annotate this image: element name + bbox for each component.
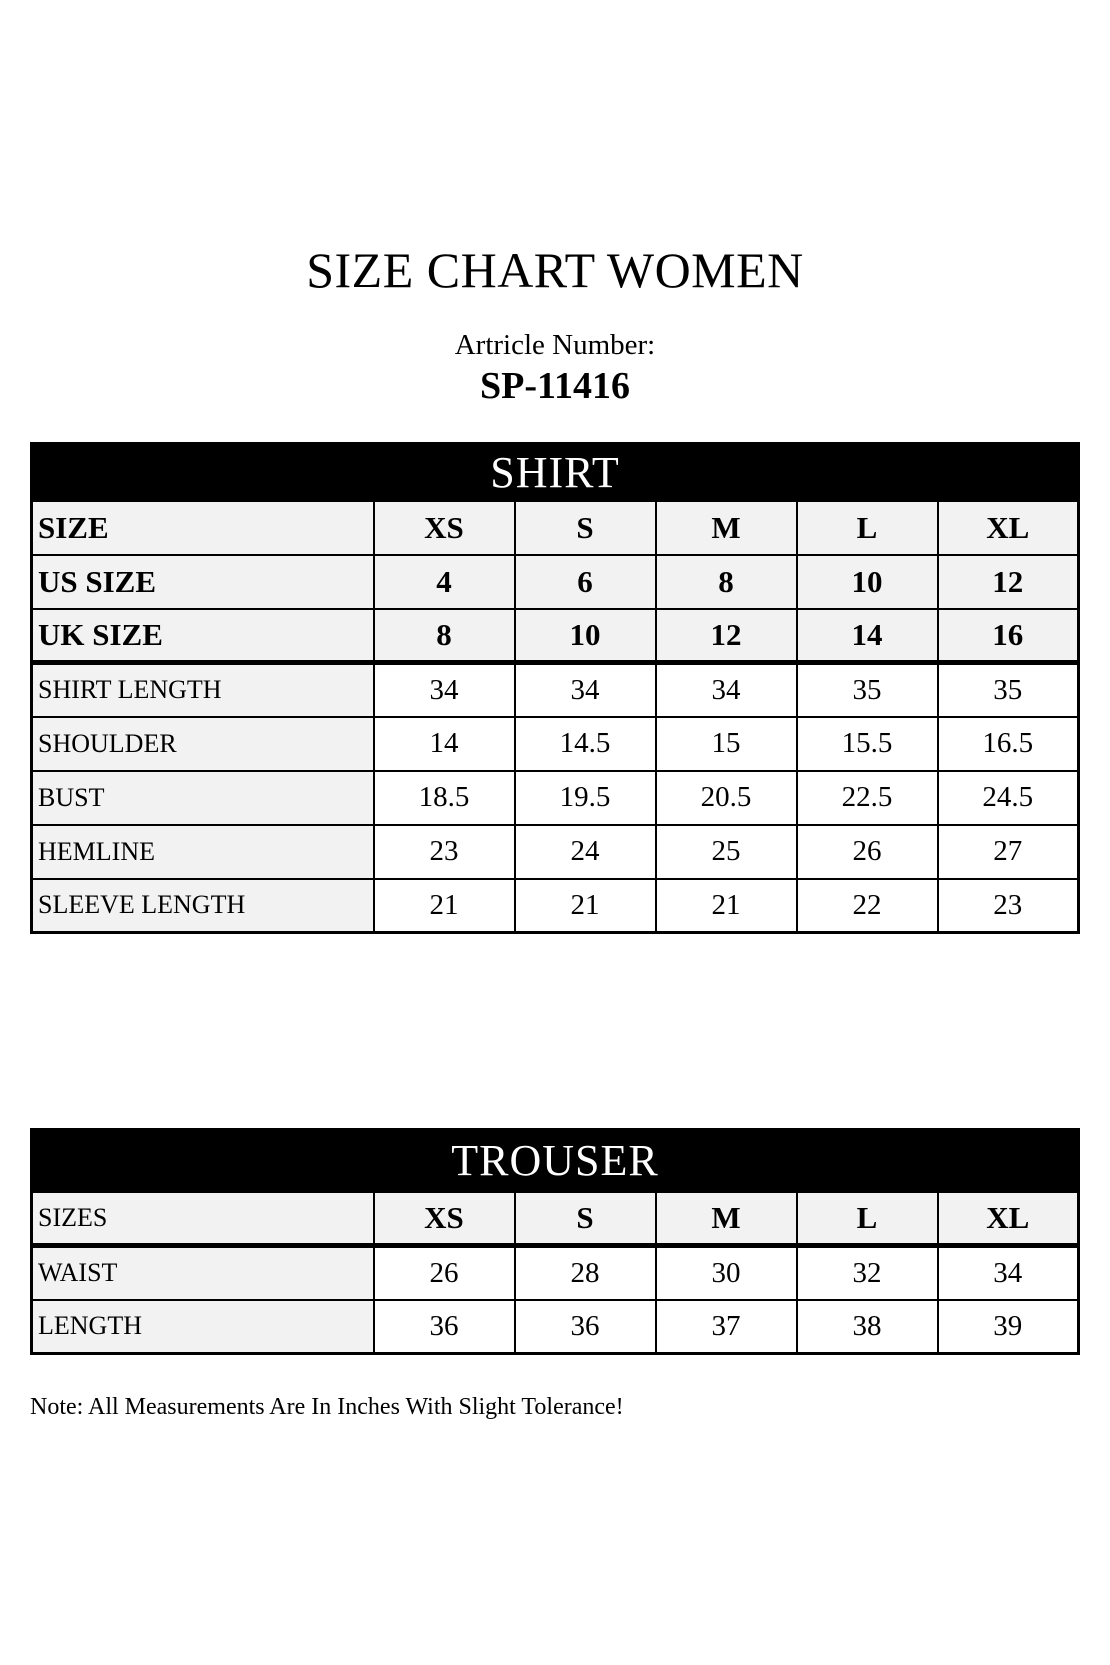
shirt-table-title: SHIRT <box>32 444 1079 501</box>
value-cell: XL <box>938 1192 1079 1246</box>
article-number-value: SP-11416 <box>480 365 630 407</box>
row-label-cell: WAIST <box>32 1246 374 1300</box>
value-cell: 10 <box>797 555 938 609</box>
shirt-size-table <box>30 442 1080 934</box>
value-cell: 16 <box>938 609 1079 663</box>
table-row <box>32 825 1079 879</box>
value-cell: XS <box>374 1192 515 1246</box>
value-cell: 12 <box>938 555 1079 609</box>
value-cell: M <box>656 501 797 555</box>
value-cell: 19.5 <box>515 771 656 825</box>
table-row <box>32 879 1079 933</box>
value-cell: 12 <box>656 609 797 663</box>
value-cell: 28 <box>515 1246 656 1300</box>
trouser-size-table <box>30 1128 1080 1355</box>
table-row <box>32 1246 1079 1300</box>
value-cell: 25 <box>656 825 797 879</box>
value-cell: 18.5 <box>374 771 515 825</box>
value-cell: 14 <box>797 609 938 663</box>
value-cell: 14 <box>374 717 515 771</box>
value-cell: L <box>797 501 938 555</box>
value-cell: 21 <box>515 879 656 933</box>
row-label-cell: SLEEVE LENGTH <box>32 879 374 933</box>
measurement-note: Note: All Measurements Are In Inches With Slight Tolerance! <box>30 1394 624 1420</box>
value-cell: 34 <box>515 663 656 717</box>
value-cell: 39 <box>938 1300 1079 1354</box>
row-label-cell: SHOULDER <box>32 717 374 771</box>
value-cell: 38 <box>797 1300 938 1354</box>
value-cell: S <box>515 501 656 555</box>
table-row <box>32 717 1079 771</box>
shirt-table-header-row <box>32 444 1079 501</box>
value-cell: 32 <box>797 1246 938 1300</box>
table-row <box>32 609 1079 663</box>
value-cell: 22.5 <box>797 771 938 825</box>
value-cell: 26 <box>797 825 938 879</box>
value-cell: S <box>515 1192 656 1246</box>
value-cell: 35 <box>797 663 938 717</box>
value-cell: 23 <box>374 825 515 879</box>
value-cell: 21 <box>374 879 515 933</box>
article-number-label: Artricle Number: <box>454 329 656 361</box>
value-cell: L <box>797 1192 938 1246</box>
value-cell: 23 <box>938 879 1079 933</box>
value-cell: 35 <box>938 663 1079 717</box>
value-cell: 30 <box>656 1246 797 1300</box>
value-cell: XL <box>938 501 1079 555</box>
row-label-cell: SIZE <box>32 501 374 555</box>
trouser-table-header-row <box>32 1130 1079 1192</box>
table-row <box>32 501 1079 555</box>
value-cell: 8 <box>656 555 797 609</box>
value-cell: M <box>656 1192 797 1246</box>
value-cell: 27 <box>938 825 1079 879</box>
value-cell: 4 <box>374 555 515 609</box>
value-cell: 14.5 <box>515 717 656 771</box>
value-cell: 22 <box>797 879 938 933</box>
value-cell: 15 <box>656 717 797 771</box>
value-cell: 37 <box>656 1300 797 1354</box>
table-row <box>32 555 1079 609</box>
value-cell: 36 <box>374 1300 515 1354</box>
value-cell: 24 <box>515 825 656 879</box>
value-cell: 34 <box>374 663 515 717</box>
row-label-cell: SIZES <box>32 1192 374 1246</box>
table-row <box>32 1300 1079 1354</box>
row-label-cell: US SIZE <box>32 555 374 609</box>
value-cell: 21 <box>656 879 797 933</box>
row-label-cell: HEMLINE <box>32 825 374 879</box>
table-row <box>32 663 1079 717</box>
row-label-cell: UK SIZE <box>32 609 374 663</box>
trouser-table-body <box>32 1192 1079 1354</box>
table-row <box>32 771 1079 825</box>
value-cell: 26 <box>374 1246 515 1300</box>
row-label-cell: LENGTH <box>32 1300 374 1354</box>
row-label-cell: SHIRT LENGTH <box>32 663 374 717</box>
value-cell: 34 <box>656 663 797 717</box>
value-cell: 24.5 <box>938 771 1079 825</box>
value-cell: 36 <box>515 1300 656 1354</box>
value-cell: 6 <box>515 555 656 609</box>
value-cell: 20.5 <box>656 771 797 825</box>
table-row <box>32 1192 1079 1246</box>
value-cell: 15.5 <box>797 717 938 771</box>
shirt-table-body <box>32 501 1079 933</box>
page-title: SIZE CHART WOMEN <box>306 242 804 298</box>
value-cell: 34 <box>938 1246 1079 1300</box>
value-cell: XS <box>374 501 515 555</box>
value-cell: 8 <box>374 609 515 663</box>
row-label-cell: BUST <box>32 771 374 825</box>
value-cell: 10 <box>515 609 656 663</box>
trouser-table-title: TROUSER <box>32 1130 1079 1192</box>
value-cell: 16.5 <box>938 717 1079 771</box>
